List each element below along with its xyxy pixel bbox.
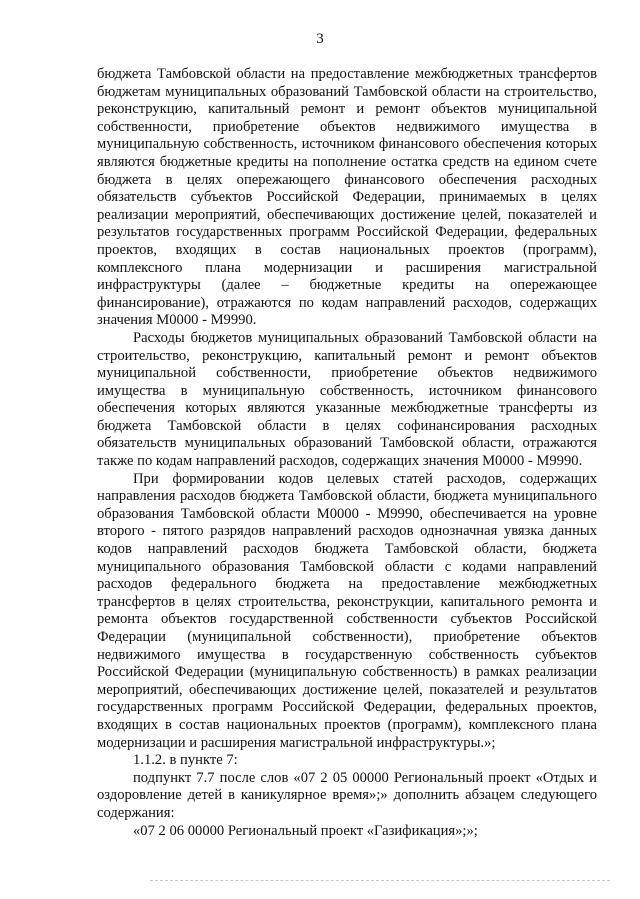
paragraph-target-codes: При формировании кодов целевых статей расходов, содержащих направления расходов бюджета Тамбовской области, бюджета муниципального образования Тамбовской области M0000 - M9990, обеспечивается на уровне второго - пятого разрядов направлений расходов однозначная увязка данных кодов направлений расходов бюджета Тамбовской области, бюджета муниципального образования Тамбовской области с кодами направлений расходов федерального бюджета на предоставление межбюджетных трансфертов в целях строительства, реконструкции, капитального ремонта и ремонта объектов государственной собственности субъектов Российской Федерации (муниципальной собственности), приобретение объектов недвижимого имущества в государственную собственность субъектов Российской Федерации (муниципальную собственность) в рамках реализации мероприятий, обеспечивающих достижение целей, показателей и результатов государственных программ Российской Федерации, федеральных проектов, входящих в состав национальных проектов (программ), комплексного плана модернизации и расширения магистральной инфраструктуры.»;	[97, 470, 597, 751]
page-number: 3	[316, 31, 324, 47]
paragraph-municipal-expenses: Расходы бюджетов муниципальных образований Тамбовской области на строительство, реконструкцию, капитальный ремонт и ремонт объектов муниципальной собственности, приобретение объектов недвижимого имущества в муниципальную собственность, источником финансового обеспечения которых являются указанные межбюджетные трансферты из бюджета Тамбовской области в целях софинансирования расходных обязательств муниципальных образований Тамбовской области, отражаются также по кодам направлений расходов, содержащих значения M0000 - M9990.	[97, 329, 597, 470]
paragraph-subitem-7-7: подпункт 7.7 после слов «07 2 05 00000 Региональный проект «Отдых и оздоровление детей в каникулярное время»;» дополнить абзацем следующего содержания:	[97, 769, 597, 821]
paragraph-budget-credits: бюджета Тамбовской области на предоставление межбюджетных трансфертов бюджетам муниципальных образований Тамбовской области на строительство, реконструкцию, капитальный ремонт и ремонт объектов муниципальной собственности, приобретение объектов недвижимого имущества в муниципальную собственность, источником финансового обеспечения которых являются бюджетные кредиты на пополнение остатка средств на едином счете бюджета в целях опережающего финансового обеспечения расходных обязательств субъектов Российской Федерации, принимаемых в целях реализации мероприятий, обеспечивающих достижение целей, показателей и результатов государственных программ Российской Федерации, федеральных проектов, входящих в состав национальных проектов (программ), комплексного плана модернизации и расширения магистральной инфраструктуры (далее – бюджетные кредиты на опережающее финансирование), отражаются по кодам направлений расходов, содержащих значения M0000 - M9990.	[97, 66, 597, 329]
document-body	[97, 66, 597, 840]
bottom-divider	[150, 880, 610, 881]
paragraph-gasification: «07 2 06 00000 Региональный проект «Газификация»;»;	[133, 822, 478, 839]
paragraph-item-1-1-2: 1.1.2. в пункте 7:	[133, 752, 238, 769]
